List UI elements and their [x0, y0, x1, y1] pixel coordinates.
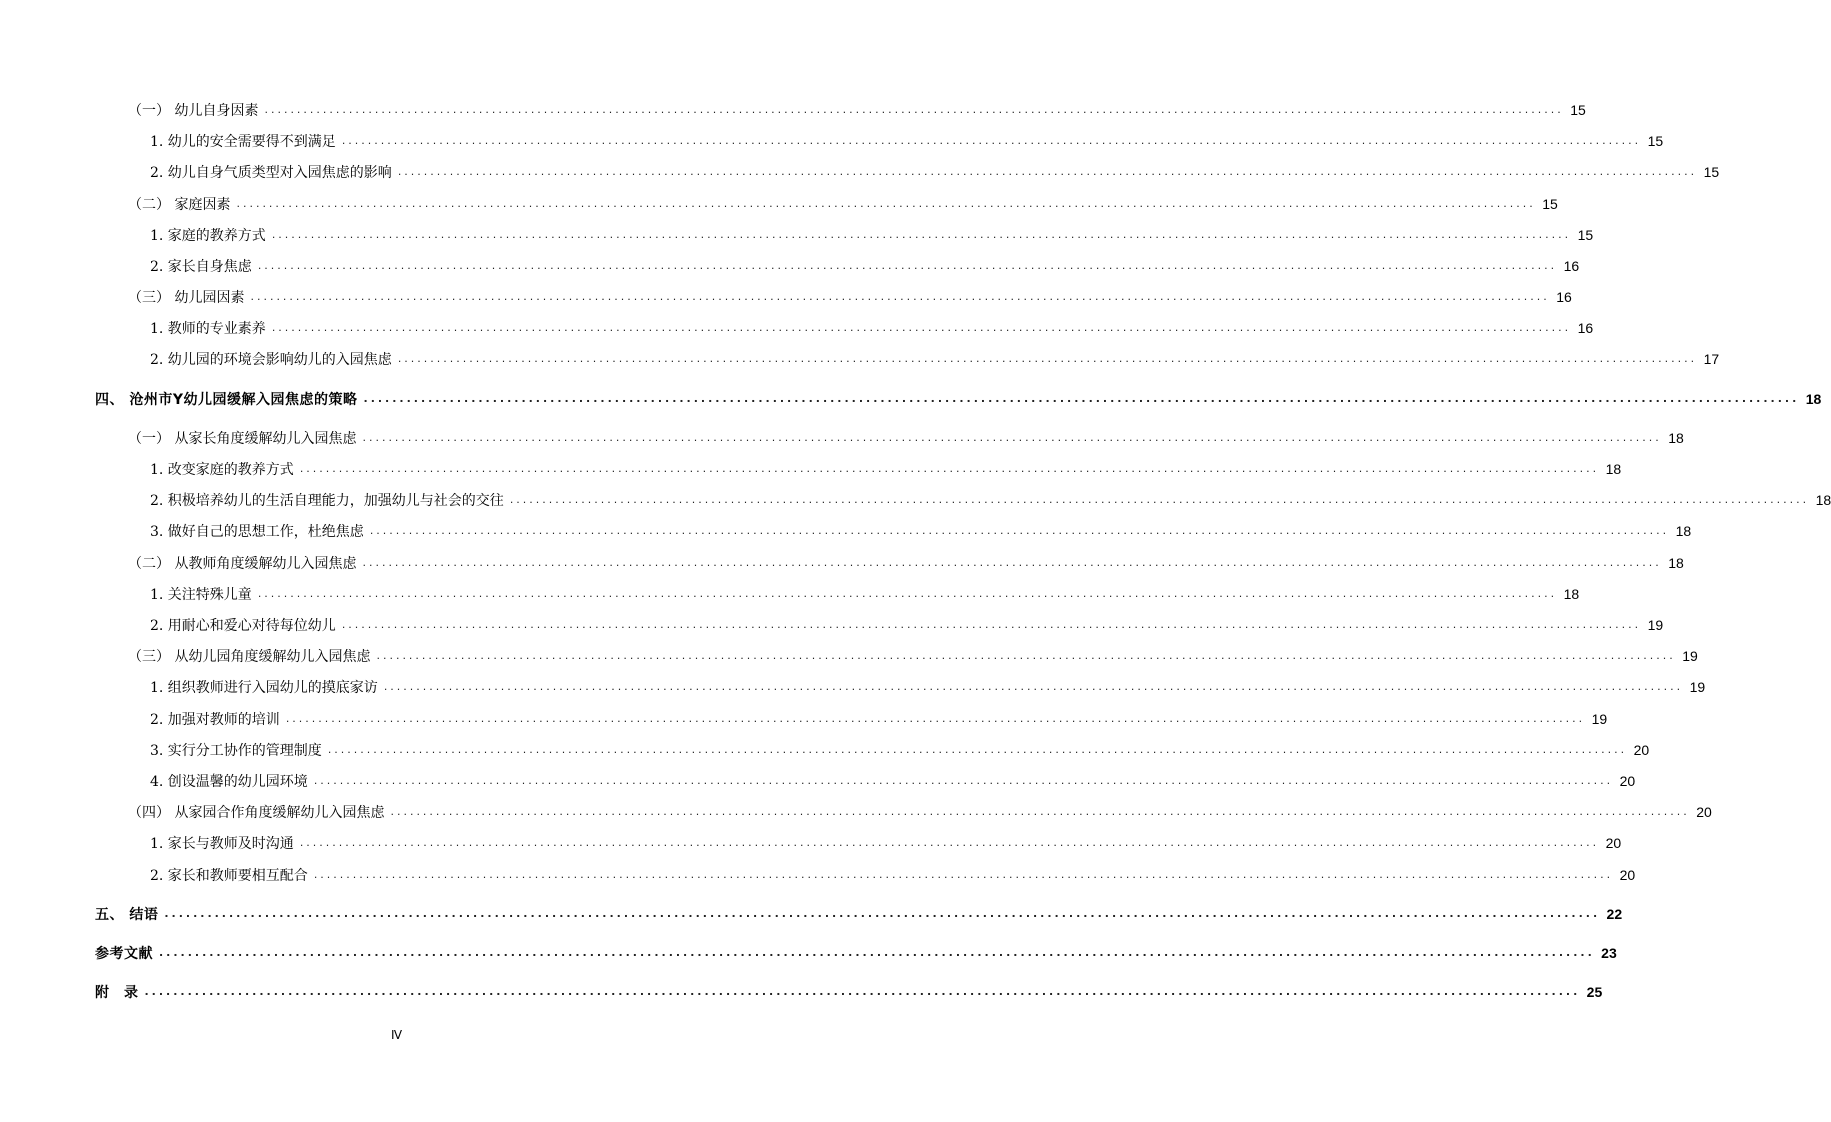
- toc-entry-page: 17: [1703, 351, 1720, 367]
- toc-entry[interactable]: [0, 160, 1720, 184]
- dot-leader: ........................................................................................................................................................................................................: [363, 392, 1800, 405]
- toc-entry[interactable]: [0, 613, 1664, 637]
- toc-entry-page: 15: [1542, 196, 1558, 212]
- toc-entry-page: 20: [1696, 804, 1712, 820]
- toc-entry-label: （四） 从家园合作角度缓解幼儿入园焦虑: [128, 805, 385, 821]
- toc-entry-page: 19: [1591, 711, 1608, 727]
- toc-entry-label: 1. 家庭的教养方式: [150, 228, 266, 244]
- toc-entry-label: 附 录: [95, 985, 139, 1001]
- toc-entry-page: 15: [1647, 133, 1664, 149]
- toc-entry[interactable]: [0, 863, 1636, 887]
- toc-entry-label: 2. 幼儿园的环境会影响幼儿的入园焦虑: [150, 352, 392, 368]
- dot-leader: ........................................................................................................................................................................................................: [390, 805, 1690, 818]
- dot-leader: ........................................................................................................................................................................................................: [313, 774, 1614, 787]
- toc-entry[interactable]: [0, 644, 1698, 668]
- toc-entry-label: 2. 积极培养幼儿的生活自理能力，加强幼儿与社会的交往: [150, 493, 504, 509]
- toc-entry-label: （一） 幼儿自身因素: [128, 103, 259, 119]
- toc-entry-page: 18: [1668, 430, 1684, 446]
- toc-entry[interactable]: [0, 285, 1572, 309]
- toc-entry-page: 23: [1601, 945, 1617, 961]
- dot-leader: ........................................................................................................................................................................................................: [271, 321, 1572, 334]
- dot-leader: ........................................................................................................................................................................................................: [299, 462, 1600, 475]
- toc-entry[interactable]: [0, 98, 1586, 122]
- toc-entry[interactable]: [0, 192, 1558, 216]
- toc-entry[interactable]: [0, 769, 1636, 793]
- toc-entry-page: 20: [1633, 742, 1650, 758]
- toc-entry[interactable]: [0, 831, 1622, 855]
- dot-leader: ........................................................................................................................................................................................................: [383, 680, 1684, 693]
- toc-entry-label: 四、 沧州市Y幼儿园缓解入园焦虑的策略: [95, 392, 358, 408]
- dot-leader: ........................................................................................................................................................................................................: [376, 649, 1676, 662]
- toc-entry[interactable]: [0, 582, 1580, 606]
- toc-entry-page: 18: [1675, 523, 1692, 539]
- dot-leader: ........................................................................................................................................................................................................: [257, 259, 1558, 272]
- toc-entry-chapter[interactable]: [0, 941, 1617, 965]
- dot-leader: ........................................................................................................................................................................................................: [397, 165, 1698, 178]
- toc-entry-label: （三） 幼儿园因素: [128, 290, 245, 306]
- dot-leader: ........................................................................................................................................................................................................: [397, 352, 1698, 365]
- toc-entry-chapter[interactable]: [0, 980, 1603, 1004]
- toc-entry-page: 18: [1668, 555, 1684, 571]
- page-number: Ⅳ: [390, 1028, 403, 1042]
- toc-entry[interactable]: [0, 316, 1594, 340]
- toc-entry-chapter[interactable]: [0, 387, 1822, 411]
- toc-entry-label: 1. 幼儿的安全需要得不到满足: [150, 134, 336, 150]
- toc-entry-label: 1. 教师的专业素养: [150, 321, 266, 337]
- toc-entry-label: 3. 做好自己的思想工作，杜绝焦虑: [150, 524, 364, 540]
- toc-entry-page: 18: [1815, 492, 1831, 508]
- toc-entry[interactable]: [0, 129, 1664, 153]
- toc-entry-page: 18: [1605, 461, 1622, 477]
- toc-entry[interactable]: [0, 223, 1594, 247]
- toc-entry[interactable]: [0, 707, 1608, 731]
- toc-entry-label: 1. 家长与教师及时沟通: [150, 836, 294, 852]
- dot-leader: ........................................................................................................................................................................................................: [264, 103, 1564, 116]
- toc-entry-label: （三） 从幼儿园角度缓解幼儿入园焦虑: [128, 649, 371, 665]
- toc-entry[interactable]: [0, 347, 1720, 371]
- toc-entry-page: 18: [1563, 586, 1580, 602]
- toc-entry-page: 25: [1586, 984, 1603, 1000]
- toc-entry-label: 参考文献: [95, 946, 153, 962]
- dot-leader: ........................................................................................................................................................................................................: [285, 712, 1586, 725]
- toc-entry[interactable]: [0, 488, 1831, 512]
- toc-entry-page: 20: [1619, 773, 1636, 789]
- dot-leader: ........................................................................................................................................................................................................: [369, 524, 1670, 537]
- toc-entry-page: 19: [1689, 679, 1706, 695]
- toc-entry-label: 2. 家长自身焦虑: [150, 259, 252, 275]
- dot-leader: ........................................................................................................................................................................................................: [164, 907, 1601, 920]
- dot-leader: ........................................................................................................................................................................................................: [327, 743, 1628, 756]
- toc-entry-label: （二） 从教师角度缓解幼儿入园焦虑: [128, 556, 357, 572]
- dot-leader: ........................................................................................................................................................................................................: [341, 618, 1642, 631]
- dot-leader: ........................................................................................................................................................................................................: [271, 228, 1572, 241]
- toc-entry-page: 19: [1682, 648, 1698, 664]
- toc-entry-label: 1. 改变家庭的教养方式: [150, 462, 294, 478]
- toc-entry-page: 19: [1647, 617, 1664, 633]
- toc-entry-label: （一） 从家长角度缓解幼儿入园焦虑: [128, 431, 357, 447]
- dot-leader: ........................................................................................................................................................................................................: [257, 587, 1558, 600]
- toc-entry-label: 2. 幼儿自身气质类型对入园焦虑的影响: [150, 165, 392, 181]
- toc-entry[interactable]: [0, 426, 1684, 450]
- dot-leader: ........................................................................................................................................................................................................: [362, 556, 1662, 569]
- toc-entry-page: 15: [1570, 102, 1586, 118]
- toc-entry-label: 1. 组织教师进行入园幼儿的摸底家访: [150, 680, 378, 696]
- toc-entry[interactable]: [0, 800, 1712, 824]
- toc-entry-label: 4. 创设温馨的幼儿园环境: [150, 774, 308, 790]
- dot-leader: ........................................................................................................................................................................................................: [299, 836, 1600, 849]
- toc-entry-page: 15: [1703, 164, 1720, 180]
- toc-entry-page: 15: [1577, 227, 1594, 243]
- toc-entry-page: 20: [1605, 835, 1622, 851]
- toc-entry-page: 16: [1563, 258, 1580, 274]
- toc-entry-label: 3. 实行分工协作的管理制度: [150, 743, 322, 759]
- toc-entry-label: （二） 家庭因素: [128, 197, 231, 213]
- toc-entry[interactable]: [0, 519, 1692, 543]
- toc-entry-label: 1. 关注特殊儿童: [150, 587, 252, 603]
- dot-leader: ........................................................................................................................................................................................................: [236, 197, 1536, 210]
- dot-leader: ........................................................................................................................................................................................................: [362, 431, 1662, 444]
- toc-entry-label: 2. 加强对教师的培训: [150, 712, 280, 728]
- toc-entry[interactable]: [0, 738, 1650, 762]
- toc-entry-page: 16: [1556, 289, 1572, 305]
- toc-entry-label: 2. 用耐心和爱心对待每位幼儿: [150, 618, 336, 634]
- toc-entry-label: 五、 结语: [95, 907, 159, 923]
- toc-entry-chapter[interactable]: [0, 902, 1623, 926]
- dot-leader: ........................................................................................................................................................................................................: [159, 946, 1595, 959]
- toc-entry[interactable]: [0, 675, 1706, 699]
- toc-entry-page: 22: [1606, 906, 1623, 922]
- toc-entry-page: 16: [1577, 320, 1594, 336]
- toc-entry[interactable]: [0, 551, 1684, 575]
- toc-entry-page: 18: [1805, 391, 1822, 407]
- dot-leader: ........................................................................................................................................................................................................: [250, 290, 1550, 303]
- toc-entry[interactable]: [0, 254, 1580, 278]
- toc-entry[interactable]: [0, 457, 1622, 481]
- dot-leader: ........................................................................................................................................................................................................: [313, 868, 1614, 881]
- dot-leader: ........................................................................................................................................................................................................: [144, 985, 1581, 998]
- dot-leader: ........................................................................................................................................................................................................: [509, 493, 1810, 506]
- toc-entry-label: 2. 家长和教师要相互配合: [150, 868, 308, 884]
- dot-leader: ........................................................................................................................................................................................................: [341, 134, 1642, 147]
- toc-entry-page: 20: [1619, 867, 1636, 883]
